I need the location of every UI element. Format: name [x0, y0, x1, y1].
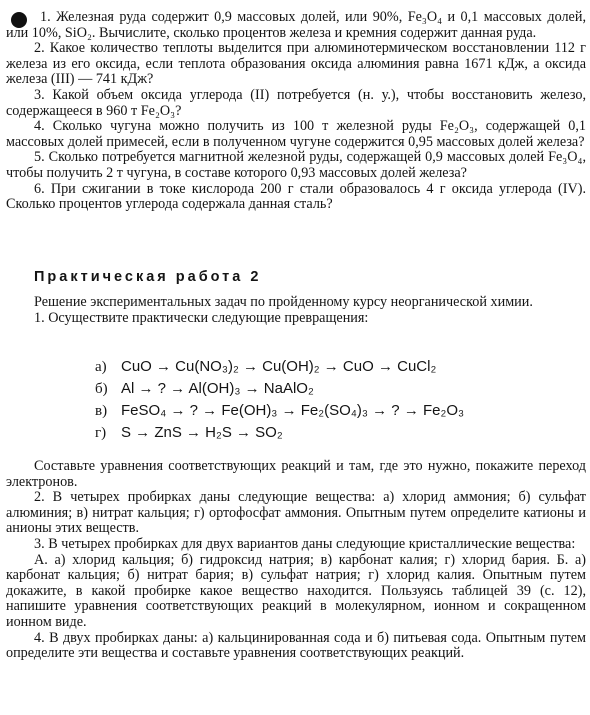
task-1: 1. Осуществите практически следующие превращения:: [34, 309, 369, 326]
reaction-schemes: [95, 356, 464, 444]
problem-2: 2. Какое количество теплоты выделится при алюминотермическом восстановлении 112 г железа из его оксида, если теплота образования оксида алюминия равна 1671 кДж, а оксида железа (III) — 741 кДж?: [6, 40, 586, 88]
problem-5: 5. Сколько потребуется магнитной железной руды, содержащей 0,9 массовых долей Fe₃O₄, чтобы получить 2 т чугуна, в составе которого 0,93 массовых долей железа?: [6, 149, 586, 181]
practical-subtitle: Решение экспериментальных задач по пройденному курсу неорганической химии.: [34, 294, 533, 310]
task-instruction: Составьте уравнения соответствующих реакций и там, где это нужно, покажите переход электронов.: [6, 458, 586, 490]
task-2: 2. В четырех пробирках даны следующие вещества: а) хлорид аммония; б) сульфат алюминия; в) нитрат кальция; г) ортофосфат аммония. Опытным путем определите катионы и анионы этих веществ.: [6, 489, 586, 537]
reaction-b: б) Al → ? → Al(OH)₃ → NaAlO₂: [95, 380, 314, 397]
task-3: 3. В четырех пробирках для двух вариантов даны следующие кристаллические вещества:: [34, 535, 576, 552]
reaction-c: в) FeSO₄ → ? → Fe(OH)₃ → Fe₂(SO₄)₃ → ? → Fe₂O₃: [95, 402, 465, 419]
tasks-section: [6, 459, 586, 662]
problem-3: 3. Какой объем оксида углерода (II) потребуется (н. у.), чтобы восстановить железо, содержащееся в 960 т Fe₂O₃?: [6, 86, 586, 119]
problem-1: 1. Железная руда содержит 0,9 массовых долей, или 90%, Fe₃O₄ и 0,1 массовых долей, или 10%, SiO₂. Вычислите, сколько процентов железа и кремния содержит данная руда.: [6, 9, 586, 41]
practical-intro: [6, 295, 586, 326]
task-3-variants: А. а) хлорид кальция; б) гидроксид натрия; в) карбонат калия; г) хлорид бария. Б. а) карбонат кальция; б) нитрат бария; в) сульфат натрия; г) хлорид калия. Опытным путем докажите, в какой пробирке какое вещество находится. Пользуясь таблицей 39 (с. 12), напишите уравнения соответствующих реакций в молекулярном, ионном и сокращенном ионном виде.: [6, 551, 586, 630]
task-4: 4. В двух пробирках даны: а) кальцинированная сода и б) питьевая сода. Опытным путем определите эти вещества и составьте уравнения соответствующих реакций.: [6, 629, 586, 662]
section-heading: Практическая работа 2: [34, 269, 262, 285]
problem-6: 6. При сжигании в токе кислорода 200 г стали образовалось 4 г оксида углерода (IV). Сколько процентов углерода содержала данная сталь?: [6, 180, 586, 213]
problem-4: 4. Сколько чугуна можно получить из 100 т железной руды Fe₂O₃, содержащей 0,1 массовых долей примесей, если в полученном чугуне содержится 0,95 массовых долей железа?: [6, 118, 586, 150]
problems-section: [6, 10, 586, 213]
reaction-a: а) CuO → Cu(NO₃)₂ → Cu(OH)₂ → CuO → CuCl₂: [95, 358, 437, 375]
reaction-d: г) S → ZnS → H₂S → SO₂: [95, 424, 283, 441]
